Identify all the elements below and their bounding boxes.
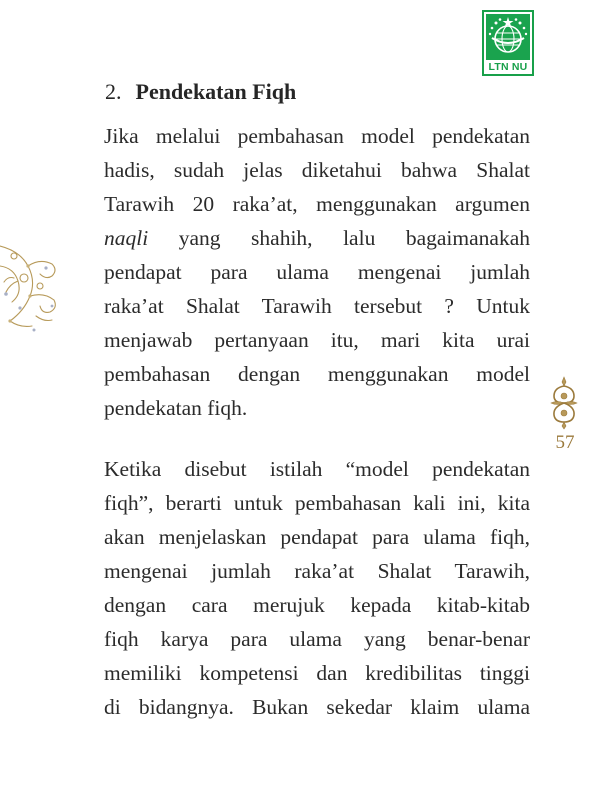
- ltn-nu-logo: [482, 10, 534, 76]
- italic-term: naqli: [104, 226, 149, 250]
- paragraph-line: fiqh”, berarti untuk pembahasan kali ini, kita: [104, 491, 530, 515]
- paragraph-line: pendapat para ulama mengenai jumlah: [104, 260, 530, 284]
- paragraph-line: raka’at Shalat Tarawih tersebut ? Untuk: [104, 294, 530, 318]
- arabesque-ornament-icon: [547, 376, 581, 430]
- paragraph-line: [104, 221, 530, 255]
- paragraph-line: Tarawih 20 raka’at, menggunakan argumen: [104, 192, 530, 216]
- paragraph-line: pembahasan dengan menggunakan model: [104, 362, 530, 386]
- paragraph-line: mengenai jumlah raka’at Shalat Tarawih,: [104, 559, 530, 583]
- paragraph-line: hadis, sudah jelas diketahui bahwa Shalat: [104, 158, 530, 182]
- logo-label: LTN NU: [488, 61, 528, 73]
- paragraph-line: Jika melalui pembahasan model pendekatan: [104, 124, 530, 148]
- paragraph-line: Ketika disebut istilah “model pendekatan: [104, 457, 530, 481]
- paragraph-1: [104, 119, 530, 425]
- line-rest: yang shahih, lalu bagaimanakah: [148, 226, 530, 250]
- paragraph-line: pendekatan fiqh.: [104, 396, 248, 420]
- nu-globe-emblem-icon: [486, 14, 530, 60]
- paragraph-2: [104, 452, 530, 724]
- paragraph-line: di bidangnya. Bukan sekedar klaim ulama: [104, 695, 530, 719]
- page-number: 57: [555, 432, 575, 453]
- section-heading: [105, 79, 296, 105]
- paragraph-line: akan menjelaskan pendapat para ulama fiqh,: [104, 525, 530, 549]
- section-number: 2.: [105, 79, 122, 104]
- floral-ornament-icon: [0, 236, 60, 336]
- paragraph-line: menjawab pertanyaan itu, mari kita urai: [104, 328, 530, 352]
- paragraph-line: dengan cara merujuk kepada kitab-kitab: [104, 593, 530, 617]
- paragraph-line: fiqh karya para ulama yang benar-benar: [104, 627, 530, 651]
- paragraph-line: memiliki kompetensi dan kredibilitas tinggi: [104, 661, 530, 685]
- section-title: Pendekatan Fiqh: [135, 79, 297, 104]
